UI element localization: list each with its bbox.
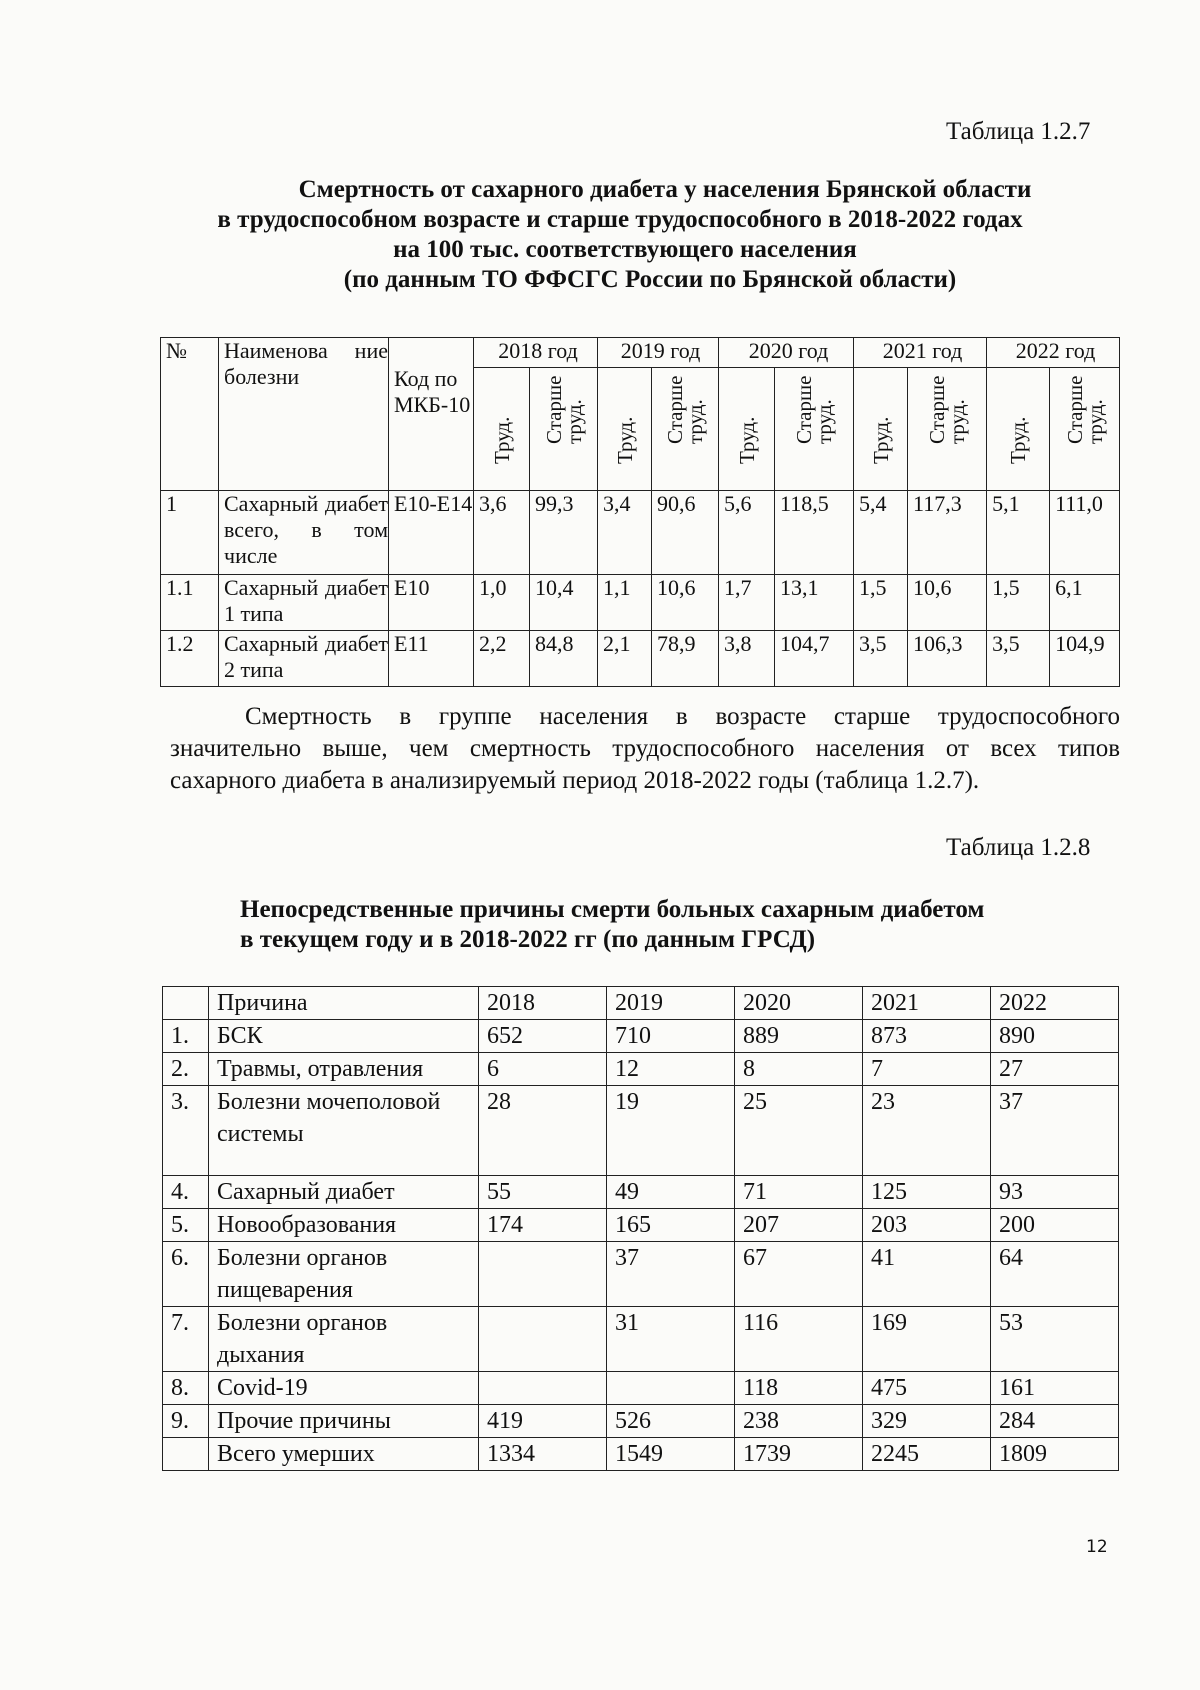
header-num: № bbox=[161, 338, 219, 491]
rate-value: 1,5 bbox=[987, 575, 1050, 631]
death-count: 23 bbox=[863, 1086, 991, 1176]
table-row bbox=[163, 1053, 1119, 1086]
header-year: 2020 bbox=[735, 987, 863, 1020]
header-year: 2020 год bbox=[719, 338, 854, 368]
death-count: 37 bbox=[991, 1086, 1119, 1176]
rate-value: 99,3 bbox=[530, 491, 598, 575]
row-number: 6. bbox=[163, 1242, 209, 1307]
death-count: 419 bbox=[479, 1405, 607, 1438]
header-year: 2018 год bbox=[474, 338, 598, 368]
table-title-1 bbox=[120, 175, 1120, 295]
rate-value: 5,6 bbox=[719, 491, 775, 575]
paragraph-line: значительно выше, чем смертность трудоспособного населения от всех типов bbox=[170, 735, 1120, 762]
row-number: 4. bbox=[163, 1176, 209, 1209]
disease-name: Сахарный диабет всего, в том числе bbox=[219, 491, 389, 575]
rate-value: 106,3 bbox=[908, 631, 987, 687]
death-count: 1809 bbox=[991, 1438, 1119, 1471]
table-row bbox=[163, 1086, 1119, 1176]
rate-value: 111,0 bbox=[1050, 491, 1120, 575]
row-number: 1.2 bbox=[161, 631, 219, 687]
cause-name: Прочие причины bbox=[209, 1405, 479, 1438]
table-row bbox=[163, 1438, 1119, 1471]
death-count: 116 bbox=[735, 1307, 863, 1372]
subheader-older: Старше труд. bbox=[1050, 368, 1120, 491]
header-row bbox=[163, 987, 1119, 1020]
death-count: 2245 bbox=[863, 1438, 991, 1471]
rate-value: 104,9 bbox=[1050, 631, 1120, 687]
row-number: 5. bbox=[163, 1209, 209, 1242]
table-row bbox=[161, 491, 1120, 575]
rate-value: 10,6 bbox=[908, 575, 987, 631]
cause-name: Болезни мочеполовой системы bbox=[209, 1086, 479, 1176]
title-line: на 100 тыс. соответствующего населения bbox=[393, 236, 857, 263]
death-count: 203 bbox=[863, 1209, 991, 1242]
death-count: 161 bbox=[991, 1372, 1119, 1405]
death-count: 7 bbox=[863, 1053, 991, 1086]
header-name: Наименова ние болезни bbox=[219, 338, 389, 491]
icd-code: E11 bbox=[389, 631, 474, 687]
row-number: 7. bbox=[163, 1307, 209, 1372]
table-row bbox=[163, 1405, 1119, 1438]
death-count: 890 bbox=[991, 1020, 1119, 1053]
subheader-work: Труд. bbox=[854, 368, 908, 491]
death-count: 710 bbox=[607, 1020, 735, 1053]
death-count: 8 bbox=[735, 1053, 863, 1086]
table-row bbox=[163, 1242, 1119, 1307]
death-count: 118 bbox=[735, 1372, 863, 1405]
cause-name: Травмы, отравления bbox=[209, 1053, 479, 1086]
table-title-2 bbox=[240, 895, 984, 955]
death-count: 652 bbox=[479, 1020, 607, 1053]
rate-value: 117,3 bbox=[908, 491, 987, 575]
table-row bbox=[163, 1209, 1119, 1242]
title-line: (по данным ТО ФФСГС России по Брянской области) bbox=[343, 266, 957, 293]
subheader-work: Труд. bbox=[474, 368, 530, 491]
header-row bbox=[161, 338, 1120, 368]
rate-value: 3,6 bbox=[474, 491, 530, 575]
header-year: 2021 год bbox=[854, 338, 987, 368]
death-count: 475 bbox=[863, 1372, 991, 1405]
death-count: 169 bbox=[863, 1307, 991, 1372]
body-paragraph bbox=[170, 701, 1120, 797]
rate-value: 118,5 bbox=[775, 491, 854, 575]
row-number: 3. bbox=[163, 1086, 209, 1176]
subheader-older: Старше труд. bbox=[775, 368, 854, 491]
icd-code: E10 bbox=[389, 575, 474, 631]
rate-value: 1,7 bbox=[719, 575, 775, 631]
header-year: 2021 bbox=[863, 987, 991, 1020]
row-number: 1 bbox=[161, 491, 219, 575]
header-cause: Причина bbox=[209, 987, 479, 1020]
rate-value: 1,1 bbox=[598, 575, 652, 631]
title-line: Смертность от сахарного диабета у населения Брянской области bbox=[298, 176, 1032, 203]
death-count: 165 bbox=[607, 1209, 735, 1242]
row-number: 9. bbox=[163, 1405, 209, 1438]
death-count bbox=[607, 1372, 735, 1405]
header-year: 2019 bbox=[607, 987, 735, 1020]
subheader-work: Труд. bbox=[987, 368, 1050, 491]
rate-value: 3,5 bbox=[987, 631, 1050, 687]
death-count: 284 bbox=[991, 1405, 1119, 1438]
header-year: 2019 год bbox=[598, 338, 719, 368]
paragraph-line: сахарного диабета в анализируемый период 2018-2022 годы (таблица 1.2.7). bbox=[170, 767, 980, 794]
cause-name: БСК bbox=[209, 1020, 479, 1053]
row-number bbox=[163, 1438, 209, 1471]
rate-value: 5,4 bbox=[854, 491, 908, 575]
death-count: 71 bbox=[735, 1176, 863, 1209]
header-year: 2018 bbox=[479, 987, 607, 1020]
mortality-table bbox=[160, 337, 1120, 687]
cause-name: Болезни органов дыхания bbox=[209, 1307, 479, 1372]
row-number: 1. bbox=[163, 1020, 209, 1053]
rate-value: 1,0 bbox=[474, 575, 530, 631]
rate-value: 10,6 bbox=[652, 575, 719, 631]
rate-value: 104,7 bbox=[775, 631, 854, 687]
rate-value: 10,4 bbox=[530, 575, 598, 631]
header-num bbox=[163, 987, 209, 1020]
death-count: 49 bbox=[607, 1176, 735, 1209]
rate-value: 13,1 bbox=[775, 575, 854, 631]
table-row bbox=[163, 1020, 1119, 1053]
death-count: 19 bbox=[607, 1086, 735, 1176]
rate-value: 78,9 bbox=[652, 631, 719, 687]
title-line: Непосредственные причины смерти больных сахарным диабетом bbox=[240, 896, 985, 923]
table-row bbox=[161, 631, 1120, 687]
paragraph-line: Смертность в группе населения в возрасте старше трудоспособного bbox=[245, 703, 1120, 730]
title-line: в трудоспособном возрасте и старше трудоспособного в 2018-2022 годах bbox=[217, 206, 1023, 233]
death-count: 329 bbox=[863, 1405, 991, 1438]
death-count: 174 bbox=[479, 1209, 607, 1242]
death-count: 25 bbox=[735, 1086, 863, 1176]
table-row bbox=[163, 1176, 1119, 1209]
death-count: 873 bbox=[863, 1020, 991, 1053]
death-count: 12 bbox=[607, 1053, 735, 1086]
header-code: Код по МКБ-10 bbox=[389, 338, 474, 491]
cause-name: Сахарный диабет bbox=[209, 1176, 479, 1209]
death-count: 1549 bbox=[607, 1438, 735, 1471]
rate-value: 1,5 bbox=[854, 575, 908, 631]
row-number: 8. bbox=[163, 1372, 209, 1405]
subheader-older: Старше труд. bbox=[908, 368, 987, 491]
row-number: 2. bbox=[163, 1053, 209, 1086]
death-count: 37 bbox=[607, 1242, 735, 1307]
header-year: 2022 год bbox=[987, 338, 1120, 368]
table-caption-1: Таблица 1.2.7 bbox=[946, 118, 1091, 145]
rate-value: 3,4 bbox=[598, 491, 652, 575]
death-count: 889 bbox=[735, 1020, 863, 1053]
table-row bbox=[163, 1307, 1119, 1372]
title-line: в текущем году и в 2018-2022 гг (по данным ГРСД) bbox=[240, 926, 816, 953]
death-count: 41 bbox=[863, 1242, 991, 1307]
death-count: 64 bbox=[991, 1242, 1119, 1307]
death-count: 28 bbox=[479, 1086, 607, 1176]
rate-value: 90,6 bbox=[652, 491, 719, 575]
page-number: 12 bbox=[1086, 1537, 1108, 1557]
subheader-older: Старше труд. bbox=[652, 368, 719, 491]
death-count: 6 bbox=[479, 1053, 607, 1086]
rate-value: 2,2 bbox=[474, 631, 530, 687]
death-count: 207 bbox=[735, 1209, 863, 1242]
rate-value: 3,8 bbox=[719, 631, 775, 687]
rate-value: 6,1 bbox=[1050, 575, 1120, 631]
death-count: 526 bbox=[607, 1405, 735, 1438]
subheader-older: Старше труд. bbox=[530, 368, 598, 491]
rate-value: 3,5 bbox=[854, 631, 908, 687]
subheader-work: Труд. bbox=[719, 368, 775, 491]
icd-code: E10-E14 bbox=[389, 491, 474, 575]
death-count bbox=[479, 1372, 607, 1405]
death-count: 27 bbox=[991, 1053, 1119, 1086]
table-caption-2: Таблица 1.2.8 bbox=[946, 834, 1091, 861]
header-year: 2022 bbox=[991, 987, 1119, 1020]
cause-name: Covid-19 bbox=[209, 1372, 479, 1405]
death-count: 1334 bbox=[479, 1438, 607, 1471]
cause-name: Болезни органов пищеварения bbox=[209, 1242, 479, 1307]
subheader-work: Труд. bbox=[598, 368, 652, 491]
cause-name: Всего умерших bbox=[209, 1438, 479, 1471]
table-row bbox=[161, 575, 1120, 631]
disease-name: Сахарный диабет 2 типа bbox=[219, 631, 389, 687]
death-count: 238 bbox=[735, 1405, 863, 1438]
death-count bbox=[479, 1242, 607, 1307]
death-count: 1739 bbox=[735, 1438, 863, 1471]
causes-table bbox=[162, 986, 1119, 1471]
death-count: 31 bbox=[607, 1307, 735, 1372]
death-count: 67 bbox=[735, 1242, 863, 1307]
disease-name: Сахарный диабет 1 типа bbox=[219, 575, 389, 631]
death-count: 125 bbox=[863, 1176, 991, 1209]
rate-value: 5,1 bbox=[987, 491, 1050, 575]
death-count: 55 bbox=[479, 1176, 607, 1209]
death-count: 200 bbox=[991, 1209, 1119, 1242]
death-count bbox=[479, 1307, 607, 1372]
death-count: 93 bbox=[991, 1176, 1119, 1209]
rate-value: 2,1 bbox=[598, 631, 652, 687]
table-row bbox=[163, 1372, 1119, 1405]
rate-value: 84,8 bbox=[530, 631, 598, 687]
cause-name: Новообразования bbox=[209, 1209, 479, 1242]
row-number: 1.1 bbox=[161, 575, 219, 631]
death-count: 53 bbox=[991, 1307, 1119, 1372]
